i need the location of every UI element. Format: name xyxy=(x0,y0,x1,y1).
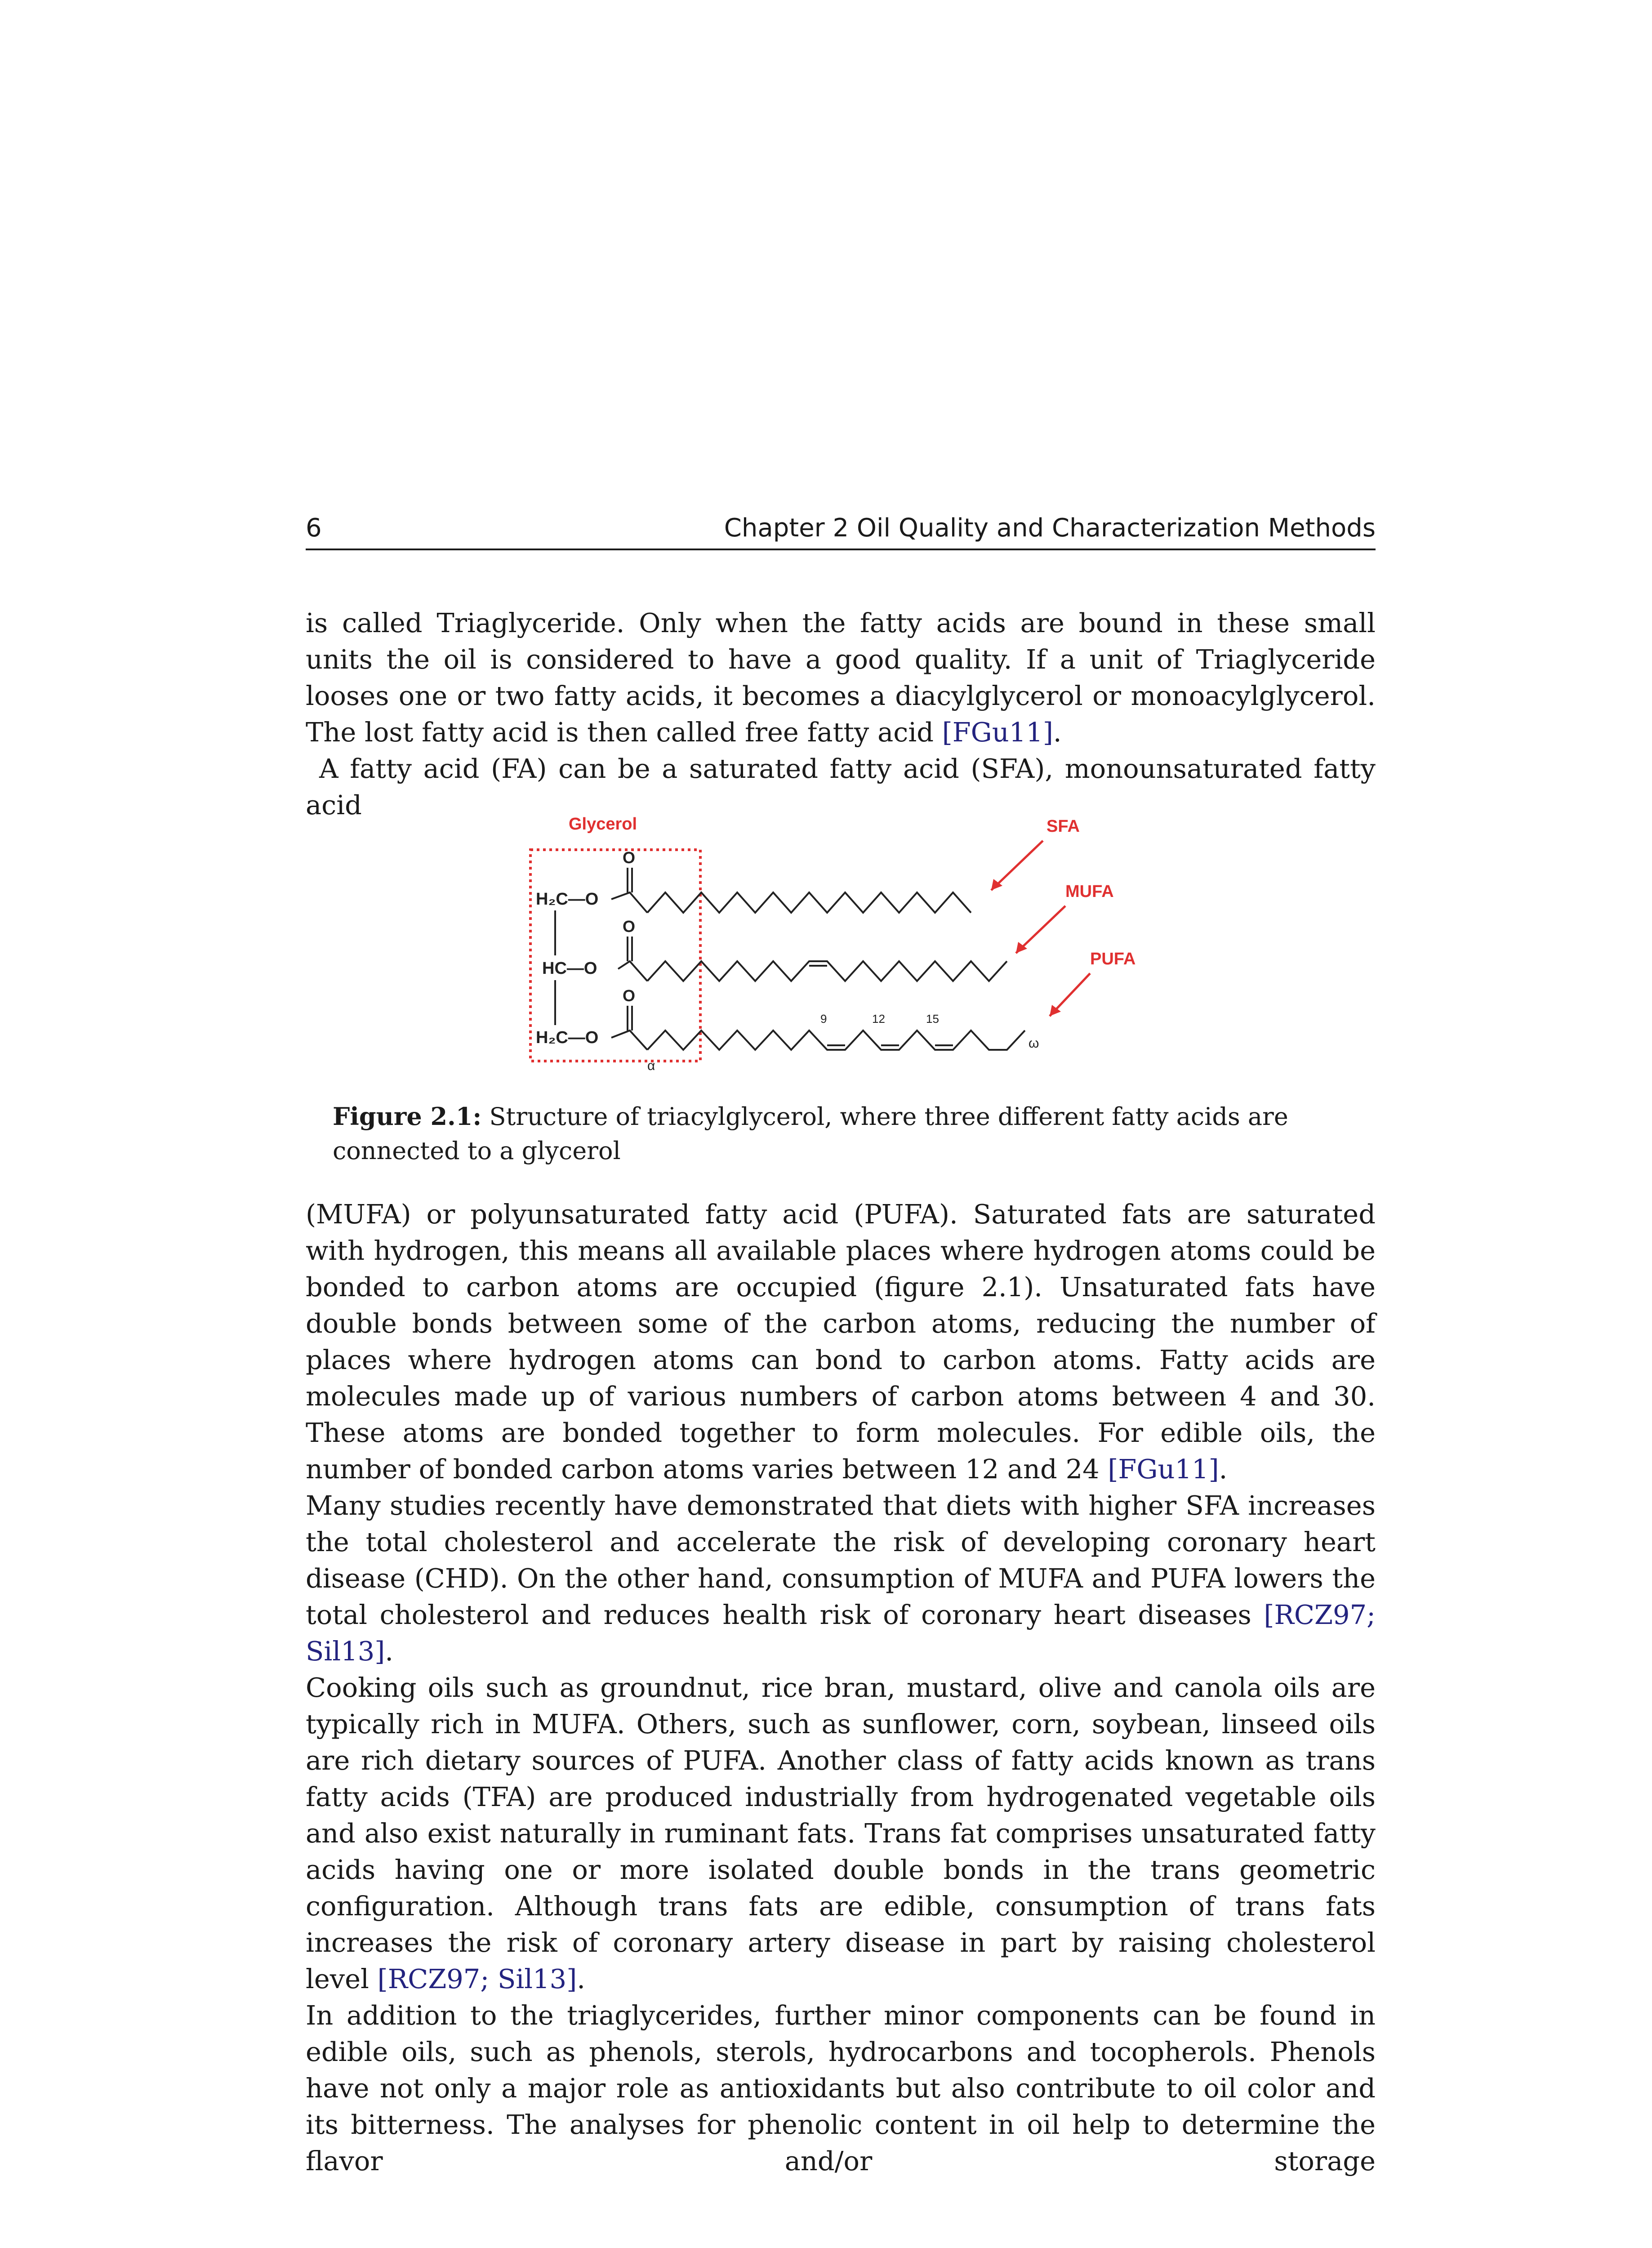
paragraph-3 xyxy=(306,1487,1376,1669)
citation-link[interactable]: RCZ97 xyxy=(387,1963,481,1994)
position-15: 15 xyxy=(926,1012,939,1026)
oxygen-3: O xyxy=(623,986,636,1005)
citation-link[interactable]: Sil13 xyxy=(497,1963,567,1994)
pufa-chain xyxy=(647,1030,1025,1050)
citation-link[interactable]: RCZ97 xyxy=(1274,1599,1367,1630)
paragraph-text: In addition to the triaglycerides, further minor components can be found in edible oils, such as phenols, sterols, hydrocarbons and tocopherols. Phenols have not only a major role as antioxidants but also contribute to oil color and its bitterness. The analyses for phenolic content in oil help to determine the flavor and/or storage xyxy=(306,2000,1376,2177)
citation-link[interactable]: [FGu11] xyxy=(942,717,1053,748)
paragraph-1 xyxy=(306,605,1376,750)
citation-separator: ; xyxy=(1367,1599,1376,1630)
glycerol-label: Glycerol xyxy=(569,815,637,834)
citation-link[interactable]: Sil13 xyxy=(306,1636,375,1667)
punctuation: . xyxy=(385,1636,394,1667)
citation-link[interactable]: [FGu11] xyxy=(1108,1454,1219,1485)
punctuation: . xyxy=(577,1963,586,1994)
paragraph-4 xyxy=(306,1669,1376,1997)
sfa-chain xyxy=(647,892,971,913)
paragraph-text: (MUFA) or polyunsaturated fatty acid (PUFA). Saturated fats are saturated with hydrogen, this means all available places where hydrogen atoms could be bonded to carbon atoms are occupied (figure 2.1). Unsaturated fats have double bonds between some of the carbon atoms, reducing the number of places where hydrogen atoms can bond to carbon atoms. Fatty acids are molecules made up of various numbers of carbon atoms between 4 and 30. These atoms are bonded together to form molecules. For edible oils, the number of bonded carbon atoms varies between 12 and 24 xyxy=(306,1199,1376,1485)
citation-bracket: ] xyxy=(374,1636,385,1667)
body-text-bottom xyxy=(306,1196,1376,2179)
h2c-o-top: H₂C—O xyxy=(536,890,599,909)
caption-text: Structure of triacylglycerol, where three different fatty acids are connected to a glycerol xyxy=(333,1102,1288,1165)
body-text-top xyxy=(306,605,1376,823)
paragraph-2-continued xyxy=(306,1196,1376,1487)
alpha-label: α xyxy=(647,1058,655,1073)
citation-bracket: [ xyxy=(377,1963,388,1994)
caption-label: Figure 2.1: xyxy=(333,1102,482,1131)
oxygen-1: O xyxy=(623,848,636,867)
sfa-label: SFA xyxy=(1046,817,1080,836)
pufa-label: PUFA xyxy=(1090,950,1136,968)
paragraph-text: A fatty acid (FA) can be a saturated fatty acid (SFA), monounsaturated fatty acid xyxy=(306,753,1376,821)
omega-label: ω xyxy=(1029,1036,1039,1051)
page-header xyxy=(306,513,1376,550)
mufa-label: MUFA xyxy=(1065,882,1114,901)
paragraph-5 xyxy=(306,1997,1376,2179)
paragraph-text: Cooking oils such as groundnut, rice bran, mustard, olive and canola oils are typically rich in MUFA. Others, such as sunflower, corn, soybean, linseed oils are rich dietary sources of PUFA. Another class of fatty acids known as trans fatty acids (TFA) are produced industrially from hydrogenated vegetable oils and also exist naturally in ruminant fats. Trans fat comprises unsaturated fatty acids having one or more isolated double bonds in the trans geometric configuration. Although trans fats are edible, consumption of trans fats increases the risk of coronary artery disease in part by raising cholesterol level xyxy=(306,1672,1376,1994)
citation-bracket: ] xyxy=(566,1963,577,1994)
figure-triacylglycerol xyxy=(526,805,1164,1084)
running-head: Chapter 2 Oil Quality and Characterization Methods xyxy=(724,513,1376,543)
position-12: 12 xyxy=(872,1012,885,1026)
h2c-o-bottom: H₂C—O xyxy=(536,1028,599,1047)
paragraph-text: Many studies recently have demonstrated that diets with higher SFA increases the total cholesterol and accelerate the risk of developing coronary heart disease (CHD). On the other hand, consumption of MUFA and PUFA lowers the total cholesterol and reduces health risk of coronary heart diseases xyxy=(306,1490,1376,1630)
hc-o-mid: HC—O xyxy=(542,959,597,978)
position-9: 9 xyxy=(820,1012,827,1026)
citation-separator: ; xyxy=(480,1963,498,1994)
sfa-arrow xyxy=(991,841,1043,890)
citation-bracket: [ xyxy=(1264,1599,1274,1630)
page-number: 6 xyxy=(306,513,322,543)
figure-caption xyxy=(333,1099,1349,1168)
oxygen-2: O xyxy=(623,917,636,936)
punctuation: . xyxy=(1219,1454,1228,1485)
paragraph-text: is called Triaglyceride. Only when the fatty acids are bound in these small units the oil is considered to have a good quality. If a unit of Triaglyceride looses one or two fatty acids, it becomes a diacylglycerol or monoacylglycerol. The lost fatty acid is then called free fatty acid xyxy=(306,607,1376,748)
punctuation: . xyxy=(1053,717,1062,748)
